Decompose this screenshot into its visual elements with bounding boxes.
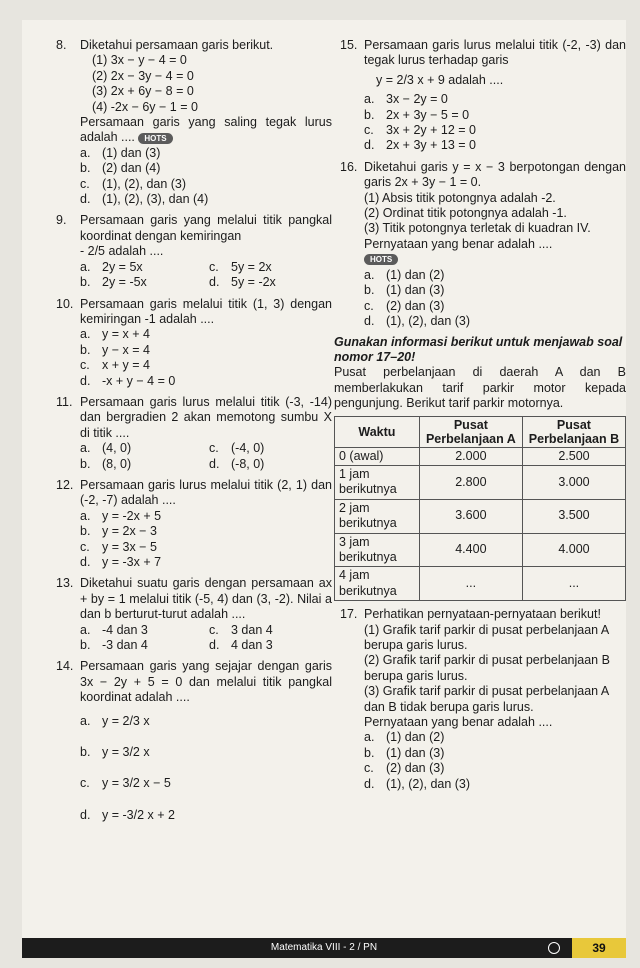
- option-text: (2) dan (4): [102, 161, 161, 176]
- option-label: c.: [209, 622, 219, 637]
- option-text: y − x = 4: [102, 342, 150, 357]
- option-text: y = 3/2 x: [102, 745, 150, 760]
- option-label: b.: [364, 283, 375, 298]
- answer-option-b[interactable]: [364, 746, 626, 761]
- question-text: Diketahui garis y = x − 3 berpotongan dengan garis 2x + 3y − 1 = 0.: [364, 159, 626, 190]
- table-row: [335, 533, 626, 567]
- answer-option-b[interactable]: [80, 343, 332, 358]
- option-label: a.: [364, 730, 375, 745]
- option-text: (1) dan (2): [386, 267, 445, 282]
- question-17: [334, 607, 626, 792]
- answer-option-d[interactable]: [364, 777, 626, 792]
- question-number: 12.: [56, 477, 74, 492]
- option-text: y = -2x + 5: [102, 508, 162, 523]
- option-label: a.: [80, 508, 91, 523]
- option-text: (2) dan (3): [386, 298, 445, 313]
- table-row: [335, 499, 626, 533]
- answer-option-b[interactable]: [80, 161, 332, 176]
- option-label: a.: [80, 622, 91, 637]
- option-text: (1) dan (3): [102, 145, 161, 160]
- option-text: (8, 0): [102, 456, 132, 471]
- answer-option-a[interactable]: [80, 327, 332, 342]
- option-text: y = 2x − 3: [102, 524, 157, 539]
- option-text: 2x + 3y − 5 = 0: [386, 107, 470, 122]
- table-cell: ...: [522, 567, 625, 601]
- question-15: [334, 38, 626, 154]
- answer-option-c[interactable]: [364, 123, 626, 138]
- answer-option-b[interactable]: [80, 638, 203, 653]
- question-14: [50, 659, 332, 823]
- option-text: (1) dan (2): [386, 730, 445, 745]
- option-text: (2) dan (3): [386, 761, 445, 776]
- option-label: b.: [80, 275, 91, 290]
- table-row: [335, 447, 626, 465]
- answer-option-d[interactable]: [364, 138, 626, 153]
- table-header-row: [335, 416, 626, 447]
- option-label: b.: [80, 342, 91, 357]
- statement-item: (3) Grafik tarif parkir di pusat perbelanjaan A dan B tidak berupa garis lurus.: [364, 684, 609, 714]
- option-text: y = -3x + 7: [102, 555, 162, 569]
- table-cell: 4 jam berikutnya: [335, 567, 420, 601]
- option-label: b.: [80, 456, 91, 471]
- table-cell: 4.400: [419, 533, 522, 567]
- answer-option-d[interactable]: [209, 457, 332, 472]
- answer-option-c[interactable]: [209, 260, 332, 275]
- option-label: a.: [364, 92, 375, 107]
- question-tail-text: Persamaan garis yang saling tegak lurus adalah ....: [80, 115, 332, 145]
- page-number: 39: [572, 938, 626, 958]
- question-text: Persamaan garis yang melalui titik pangkal koordinat dengan kemiringan: [80, 213, 332, 243]
- answer-option-d[interactable]: [80, 192, 332, 207]
- question-text: Persamaan garis lurus melalui titik (-3, -14) dan bergradien 2 akan memotong sumbu X di titik ....: [80, 394, 332, 440]
- option-text: 5y = -2x: [231, 275, 276, 290]
- table-row: [335, 465, 626, 499]
- parking-rate-table: [334, 416, 626, 602]
- question-text: Diketahui persamaan garis berikut.: [80, 38, 274, 52]
- option-text: (1), (2), (3), dan (4): [102, 192, 209, 207]
- question-number: 14.: [56, 659, 74, 674]
- question-number: 13.: [56, 576, 74, 591]
- table-cell: 2 jam berikutnya: [335, 499, 420, 533]
- right-column: [334, 38, 626, 798]
- statement-item: (1) 3x − y − 4 = 0: [92, 53, 187, 68]
- option-label: c.: [364, 298, 374, 313]
- option-label: c.: [364, 123, 374, 138]
- answer-option-b[interactable]: [364, 283, 626, 298]
- option-label: d.: [80, 555, 91, 569]
- answer-option-c[interactable]: [80, 540, 332, 555]
- answer-options: [80, 623, 332, 654]
- answer-option-b[interactable]: [80, 457, 203, 472]
- option-label: b.: [80, 161, 91, 176]
- hots-badge: HOTS: [364, 254, 398, 265]
- statement-item: (3) Titik potongnya terletak di kuadran IV.: [364, 221, 591, 236]
- answer-option-c[interactable]: [209, 441, 332, 456]
- answer-options: [80, 441, 332, 472]
- question-11: [50, 395, 332, 472]
- option-label: d.: [209, 275, 220, 290]
- book-title: Matematika VIII - 2 / PN: [270, 942, 378, 953]
- question-tail: [80, 115, 332, 146]
- option-label: b.: [364, 107, 375, 122]
- reference-equation: y = 2/3 x + 9 adalah ....: [376, 72, 504, 87]
- option-text: y = x + 4: [102, 327, 150, 342]
- question-tail: Pernyataan yang benar adalah ....: [364, 715, 553, 730]
- question-13: [50, 576, 332, 653]
- option-text: (1), (2), dan (3): [386, 313, 471, 328]
- option-label: d.: [364, 313, 375, 328]
- option-label: c.: [80, 539, 90, 554]
- question-9: [50, 213, 332, 290]
- table-cell: 3.000: [522, 465, 625, 499]
- option-text: (-8, 0): [231, 456, 265, 471]
- answer-option-c[interactable]: [364, 761, 626, 776]
- option-text: -4 dan 3: [102, 622, 148, 637]
- option-label: a.: [80, 441, 91, 456]
- option-label: c.: [80, 776, 90, 791]
- option-text: (-4, 0): [231, 441, 265, 456]
- option-label: c.: [209, 441, 219, 456]
- column-header: Waktu: [335, 416, 420, 447]
- answer-option-c[interactable]: [364, 299, 626, 314]
- table-cell: 2.000: [419, 447, 522, 465]
- answer-options: [364, 730, 626, 792]
- statement-item: (2) Grafik tarif parkir di pusat perbelanjaan B berupa garis lurus.: [364, 653, 610, 683]
- answer-option-c[interactable]: [80, 776, 332, 791]
- answer-option-a[interactable]: [80, 509, 332, 524]
- option-text: y = 3x − 5: [102, 539, 157, 554]
- table-cell: 2.500: [522, 447, 625, 465]
- question-number: 10.: [56, 296, 74, 311]
- question-number: 16.: [340, 159, 358, 174]
- question-text: Perhatikan pernyataan-pernyataan berikut!: [364, 607, 601, 622]
- answer-option-b[interactable]: [80, 524, 332, 539]
- statement-item: (1) Absis titik potongnya adalah -2.: [364, 190, 556, 205]
- circle-icon: [548, 942, 560, 954]
- question-number: 15.: [340, 38, 358, 52]
- option-label: d.: [80, 192, 91, 207]
- answer-option-a[interactable]: [80, 260, 203, 275]
- answer-option-a[interactable]: [364, 268, 626, 283]
- statement-item: (2) 2x − 3y − 4 = 0: [92, 68, 194, 83]
- table-cell: 0 (awal): [335, 447, 420, 465]
- option-label: d.: [80, 807, 91, 822]
- option-label: a.: [80, 259, 91, 274]
- info-heading: Gunakan informasi berikut untuk menjawab soal nomor 17–20!: [334, 335, 623, 365]
- answer-options: [80, 509, 332, 571]
- option-label: a.: [80, 327, 91, 342]
- statement-item: (3) 2x + 6y − 8 = 0: [92, 84, 194, 99]
- question-8: [50, 38, 332, 207]
- option-label: d.: [364, 776, 375, 791]
- option-text: (1) dan (3): [386, 283, 445, 298]
- table-cell: 3 jam berikutnya: [335, 533, 420, 567]
- table-cell: 3.500: [522, 499, 625, 533]
- answer-options: [80, 146, 332, 208]
- question-10: [50, 297, 332, 389]
- question-number: 8.: [56, 38, 67, 52]
- option-label: b.: [80, 524, 91, 539]
- option-label: a.: [364, 267, 375, 282]
- question-text: Diketahui suatu garis dengan persamaan ax + by = 1 melalui titik (-5, 4) dan (3, -2). Nilai a dan b berturut-turut adalah ....: [80, 576, 332, 622]
- option-text: 5y = 2x: [231, 259, 272, 274]
- option-text: 4 dan 3: [231, 638, 273, 653]
- answer-option-d[interactable]: [80, 808, 332, 823]
- option-text: 2x + 3y + 13 = 0: [386, 138, 476, 153]
- table-cell: 2.800: [419, 465, 522, 499]
- answer-options: [80, 327, 332, 389]
- option-text: 2y = -5x: [102, 275, 147, 290]
- hots-badge: HOTS: [138, 133, 172, 144]
- question-text: Persamaan garis lurus melalui titik (-2, -3) dan tegak lurus terhadap garis: [364, 38, 626, 68]
- question-number: 17.: [340, 607, 358, 622]
- info-block: [334, 335, 626, 601]
- answer-options: [80, 714, 332, 824]
- option-label: c.: [80, 358, 90, 373]
- table-row: [335, 567, 626, 601]
- option-text: y = 2/3 x: [102, 713, 150, 728]
- option-text: 3x + 2y + 12 = 0: [386, 123, 476, 138]
- answer-option-a[interactable]: [80, 441, 203, 456]
- page-footer: [22, 938, 626, 958]
- option-text: (1), (2), dan (3): [102, 176, 187, 191]
- table-cell: 4.000: [522, 533, 625, 567]
- option-label: b.: [364, 745, 375, 760]
- option-text: 3 dan 4: [231, 622, 273, 637]
- answer-options: [364, 92, 626, 154]
- answer-options: [364, 268, 626, 330]
- option-text: 3x − 2y = 0: [386, 92, 448, 107]
- answer-option-b[interactable]: [80, 275, 203, 290]
- option-label: b.: [80, 745, 91, 760]
- option-text: (1), (2), dan (3): [386, 776, 471, 791]
- answer-option-c[interactable]: [80, 358, 332, 373]
- question-12: [50, 478, 332, 570]
- option-text: 2y = 5x: [102, 259, 143, 274]
- question-number: 11.: [56, 394, 73, 409]
- option-label: c.: [80, 176, 90, 191]
- answer-options: [80, 260, 332, 291]
- statement-item: (1) Grafik tarif parkir di pusat perbelanjaan A berupa garis lurus.: [364, 622, 609, 652]
- answer-option-b[interactable]: [80, 745, 332, 760]
- info-text: Pusat perbelanjaan di daerah A dan B memberlakukan tarif parkir motor kepada pengunjung. Berikut tarif parkir motornya.: [334, 365, 626, 411]
- left-column: [50, 38, 332, 829]
- answer-option-a[interactable]: [80, 146, 332, 161]
- answer-option-d[interactable]: [80, 555, 332, 570]
- answer-option-a[interactable]: [80, 623, 203, 638]
- table-cell: 1 jam berikutnya: [335, 465, 420, 499]
- option-text: y = 3/2 x − 5: [102, 776, 171, 791]
- answer-option-b[interactable]: [364, 108, 626, 123]
- option-label: c.: [364, 761, 374, 776]
- option-label: b.: [80, 638, 91, 653]
- option-text: -3 dan 4: [102, 638, 148, 653]
- statement-item: (4) -2x − 6y − 1 = 0: [92, 99, 198, 114]
- option-label: d.: [364, 138, 375, 153]
- option-label: a.: [80, 145, 91, 160]
- option-label: d.: [80, 373, 91, 388]
- answer-option-a[interactable]: [80, 714, 332, 729]
- option-text: y = -3/2 x + 2: [102, 807, 175, 822]
- answer-option-d[interactable]: [209, 638, 332, 653]
- table-cell: ...: [419, 567, 522, 601]
- question-16: [334, 160, 626, 329]
- answer-option-d[interactable]: [209, 275, 332, 290]
- question-text: Persamaan garis melalui titik (1, 3) dengan kemiringan -1 adalah ....: [80, 296, 332, 326]
- question-text: Persamaan garis yang sejajar dengan garis 3x − 2y + 5 = 0 dan melalui titik pangkal koordinat adalah ....: [80, 659, 332, 705]
- question-number: 9.: [56, 213, 67, 228]
- slope-value: - 2/5 adalah ....: [80, 244, 164, 259]
- answer-option-c[interactable]: [80, 177, 332, 192]
- option-text: -x + y − 4 = 0: [102, 373, 176, 388]
- option-text: x + y = 4: [102, 358, 150, 373]
- option-text: (1) dan (3): [386, 745, 445, 760]
- column-header: Pusat Perbelanjaan A: [419, 416, 522, 447]
- answer-option-c[interactable]: [209, 623, 332, 638]
- question-text: Persamaan garis lurus melalui titik (2, 1) dan (-2, -7) adalah ....: [80, 477, 332, 508]
- column-header: Pusat Perbelanjaan B: [522, 416, 625, 447]
- option-label: c.: [209, 259, 219, 274]
- option-text: (4, 0): [102, 441, 132, 456]
- statement-item: (2) Ordinat titik potongnya adalah -1.: [364, 206, 567, 221]
- answer-option-d[interactable]: [80, 374, 332, 389]
- option-label: d.: [209, 456, 220, 471]
- answer-option-a[interactable]: [364, 730, 626, 745]
- answer-option-d[interactable]: [364, 314, 626, 329]
- worksheet-page: [22, 20, 626, 958]
- option-label: a.: [80, 713, 91, 728]
- answer-option-a[interactable]: [364, 92, 626, 107]
- option-label: d.: [209, 638, 220, 653]
- question-tail: Pernyataan yang benar adalah ....: [364, 236, 553, 251]
- table-cell: 3.600: [419, 499, 522, 533]
